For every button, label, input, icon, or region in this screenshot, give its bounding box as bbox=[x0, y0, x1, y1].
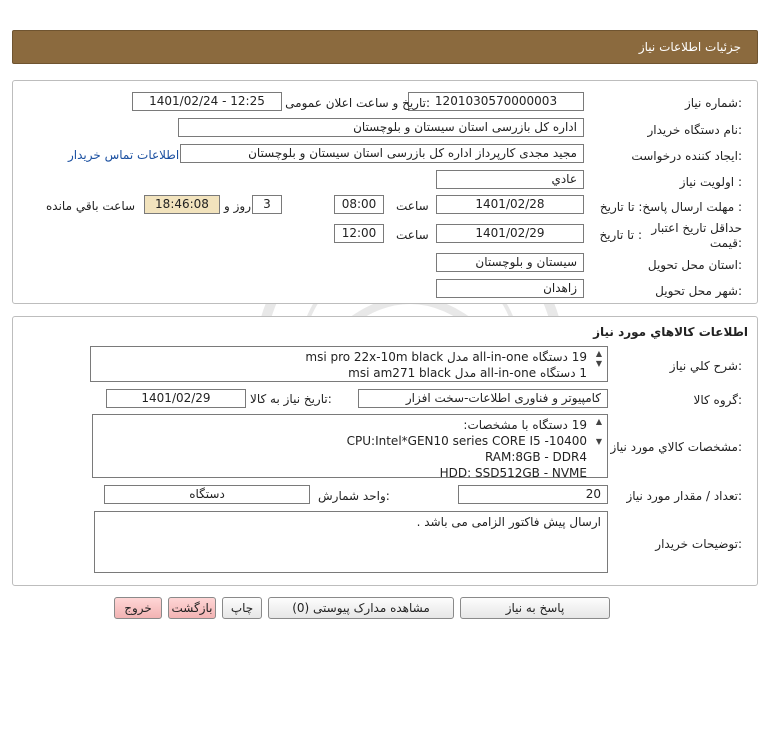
price-validity-label-2: قیمت: bbox=[709, 236, 742, 250]
unit-label: واحد شمارش: bbox=[318, 489, 390, 503]
back-button[interactable]: بازگشت bbox=[168, 597, 216, 619]
reply-deadline-label: مهلت ارسال پاسخ: تا تاریخ : bbox=[599, 200, 742, 214]
summary-label: شرح کلي نياز: bbox=[669, 359, 742, 373]
days-field: 3 bbox=[252, 195, 282, 214]
days-label: روز و bbox=[224, 199, 251, 213]
page-title: جزئیات اطلاعات نیاز bbox=[638, 40, 741, 54]
goods-group-label: گروه کالا: bbox=[693, 393, 742, 407]
summary-textarea[interactable] bbox=[90, 346, 608, 382]
goods-group-field: کامپیوتر و فناوری اطلاعات-سخت افزار bbox=[358, 389, 608, 408]
spec-line: RAM:8GB - DDR4 bbox=[484, 450, 587, 464]
scroll-arrows-icon[interactable]: ▲ ▼ bbox=[595, 417, 603, 446]
spec-line: CPU:Intel*GEN10 series CORE I5 -10400 bbox=[346, 434, 587, 448]
priority-label: اولویت نیاز : bbox=[679, 175, 742, 189]
print-button[interactable]: چاپ bbox=[222, 597, 262, 619]
price-validity-label: حداقل تاریخ اعتبار bbox=[651, 221, 742, 235]
reply-button[interactable]: پاسخ به نیاز bbox=[460, 597, 610, 619]
exit-button[interactable]: خروج bbox=[114, 597, 162, 619]
buyer-org-label: نام دستگاه خریدار: bbox=[647, 123, 742, 137]
buyer-notes-label: توضیحات خریدار: bbox=[655, 537, 742, 551]
specs-textarea[interactable] bbox=[92, 414, 608, 478]
need-info-panel bbox=[12, 80, 758, 304]
price-date-field: 1401/02/29 bbox=[436, 224, 584, 243]
delivery-province-field: سیستان و بلوچستان bbox=[436, 253, 584, 272]
price-time-label: ساعت bbox=[396, 228, 429, 242]
announce-datetime-label: تاریخ و ساعت اعلان عمومی: bbox=[285, 96, 430, 110]
header-bar bbox=[12, 30, 758, 64]
buyer-contact-link[interactable]: اطلاعات تماس خریدار bbox=[68, 148, 180, 162]
need-date-field: 1401/02/29 bbox=[106, 389, 246, 408]
quantity-field: 20 bbox=[458, 485, 608, 504]
price-time-field: 12:00 bbox=[334, 224, 384, 243]
reply-time-label: ساعت bbox=[396, 199, 429, 213]
specs-label: مشخصات کالاي مورد نياز: bbox=[610, 440, 742, 454]
creator-field: مجید مجدی کارپرداز اداره کل بازرسی استان سیستان و بلوچستان bbox=[180, 144, 584, 163]
spec-line: 19 دستگاه با مشخصات: bbox=[463, 418, 587, 432]
reply-date-field: 1401/02/28 bbox=[436, 195, 584, 214]
remaining-time-label: ساعت باقي مانده bbox=[46, 199, 136, 213]
unit-field: دستگاه bbox=[104, 485, 310, 504]
buyer-org-field: اداره کل بازرسی استان سیستان و بلوچستان bbox=[178, 118, 584, 137]
creator-label: ایجاد کننده درخواست: bbox=[631, 149, 742, 163]
goods-section-title: اطلاعات کالاهاي مورد نياز bbox=[593, 325, 748, 339]
need-number-label: شماره نیاز: bbox=[684, 96, 742, 110]
remaining-time-field: 18:46:08 bbox=[144, 195, 220, 214]
attachments-button[interactable]: مشاهده مدارک پیوستی (0) bbox=[268, 597, 454, 619]
need-number-field: 1201030570000003 bbox=[408, 92, 584, 111]
delivery-city-label: شهر محل تحویل: bbox=[655, 284, 742, 298]
price-to-date-label: تا تاریخ : bbox=[599, 228, 642, 242]
buyer-notes-textarea[interactable] bbox=[94, 511, 608, 573]
announce-datetime-field: 1401/02/24 - 12:25 bbox=[132, 92, 282, 111]
spec-line: HDD: SSD512GB - NVME bbox=[439, 466, 587, 478]
scroll-arrows-icon[interactable]: ▲ ▼ bbox=[595, 349, 603, 368]
need-date-label: تاریخ نیاز به کالا: bbox=[250, 392, 332, 406]
quantity-label: تعداد / مقدار مورد نیاز: bbox=[626, 489, 742, 503]
buyer-notes-text: ارسال پیش فاکتور الزامی می باشد . bbox=[416, 515, 601, 529]
summary-line: 19 دستگاه all-in-one مدل msi pro 22x-10m black bbox=[305, 350, 587, 364]
summary-line: 1 دستگاه all-in-one مدل msi am271 black bbox=[348, 366, 587, 380]
delivery-province-label: استان محل تحویل: bbox=[647, 258, 742, 272]
reply-time-field: 08:00 bbox=[334, 195, 384, 214]
delivery-city-field: زاهدان bbox=[436, 279, 584, 298]
priority-field: عادي bbox=[436, 170, 584, 189]
